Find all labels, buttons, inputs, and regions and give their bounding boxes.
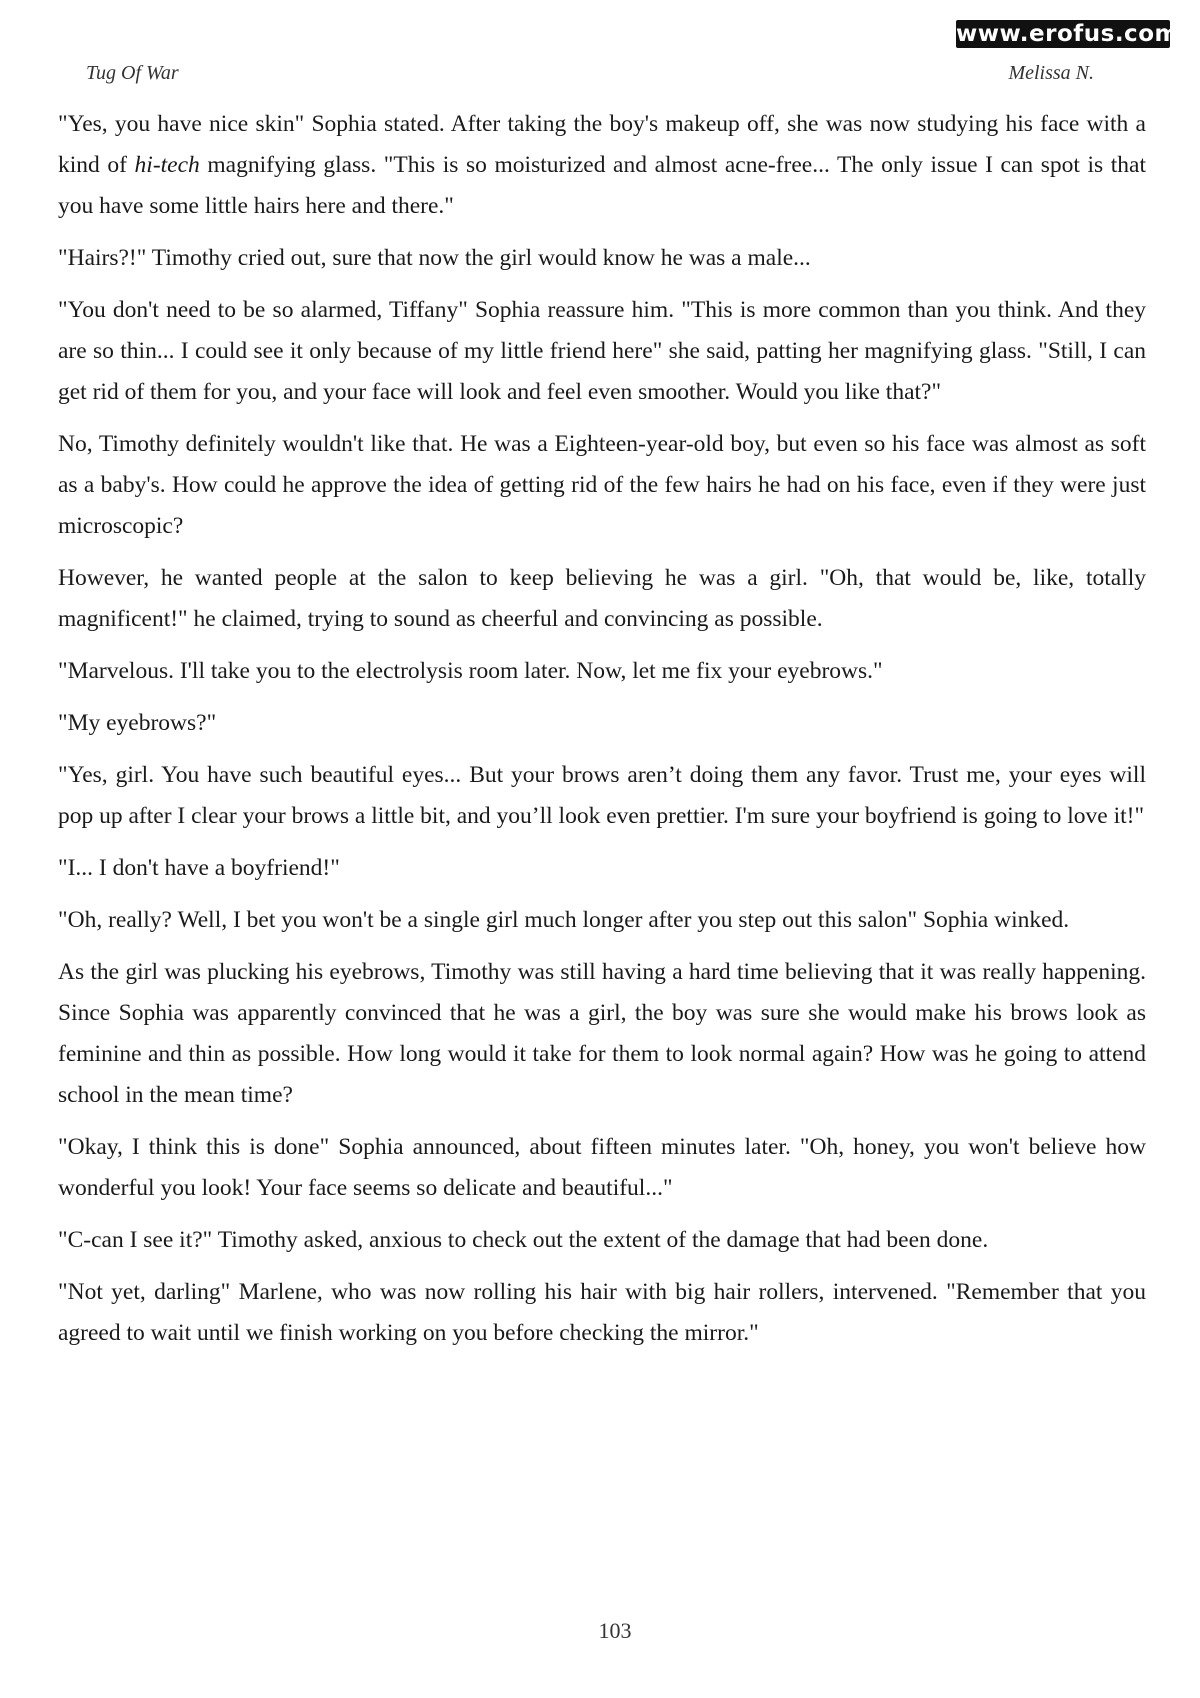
running-header-title: Tug Of War — [86, 62, 179, 84]
paragraph: "You don't need to be so alarmed, Tiffany" Sophia reassure him. "This is more common than you think. And they are so thin... I could see it only because of my little friend here" she said, patting her magnifying glass. "Still, I can get rid of them for you, and your face will look and feel even smoother. Would you like that?" — [58, 297, 1146, 405]
paragraph: However, he wanted people at the salon to keep believing he was a girl. "Oh, that would be, like, totally magnificent!" he claimed, trying to sound as cheerful and convincing as possible. — [58, 565, 1146, 632]
paragraph: "Yes, girl. You have such beautiful eyes... But your brows aren’t doing them any favor. Trust me, your eyes will pop up after I clear your brows a little bit, and you’ll look even prettier. I'm sure your boyfriend is going to love it!" — [58, 762, 1146, 829]
emphasis-text: hi-tech — [134, 152, 200, 178]
paragraph-text: "Yes, you have nice skin" Sophia stated. After taking the boy's makeup off, she was now studying his face with a kind of — [58, 111, 1146, 178]
paragraph: "Marvelous. I'll take you to the electrolysis room later. Now, let me fix your eyebrows." — [58, 658, 883, 684]
running-header-author: Melissa N. — [1008, 62, 1094, 84]
paragraph: "C-can I see it?" Timothy asked, anxious to check out the extent of the damage that had been done. — [58, 1227, 989, 1253]
watermark: www.erofus.com — [956, 21, 1179, 47]
paragraph: No, Timothy definitely wouldn't like that. He was a Eighteen-year-old boy, but even so his face was almost as soft as a baby's. How could he approve the idea of getting rid of the few hairs he had on his face, even if they were just microscopic? — [58, 431, 1146, 539]
page-number: 103 — [598, 1618, 632, 1643]
paragraph: "I... I don't have a boyfriend!" — [58, 855, 340, 881]
paragraph: "Oh, really? Well, I bet you won't be a single girl much longer after you step out this salon" Sophia winked. — [58, 907, 1070, 933]
paragraph: "My eyebrows?" — [58, 710, 217, 736]
paragraph: "Not yet, darling" Marlene, who was now rolling his hair with big hair rollers, intervened. "Remember that you agreed to wait until we finish working on you before checking the mirror." — [58, 1279, 1146, 1346]
paragraph — [58, 104, 1146, 227]
paragraph: "Okay, I think this is done" Sophia announced, about fifteen minutes later. "Oh, honey, you won't believe how wonderful you look! Your face seems so delicate and beautiful..." — [58, 1134, 1146, 1201]
paragraph: As the girl was plucking his eyebrows, Timothy was still having a hard time believing that it was really happening. Since Sophia was apparently convinced that he was a girl, the boy was sure she would make his brows look as feminine and thin as possible. How long would it take for them to look normal again? How was he going to attend school in the mean time? — [58, 959, 1146, 1108]
paragraph: "Hairs?!" Timothy cried out, sure that now the girl would know he was a male... — [58, 245, 811, 271]
page-body — [58, 104, 1146, 1365]
paragraph-text: magnifying glass. "This is so moisturized and almost acne-free... The only issue I can spot is that you have some little hairs here and there." — [58, 152, 1146, 219]
